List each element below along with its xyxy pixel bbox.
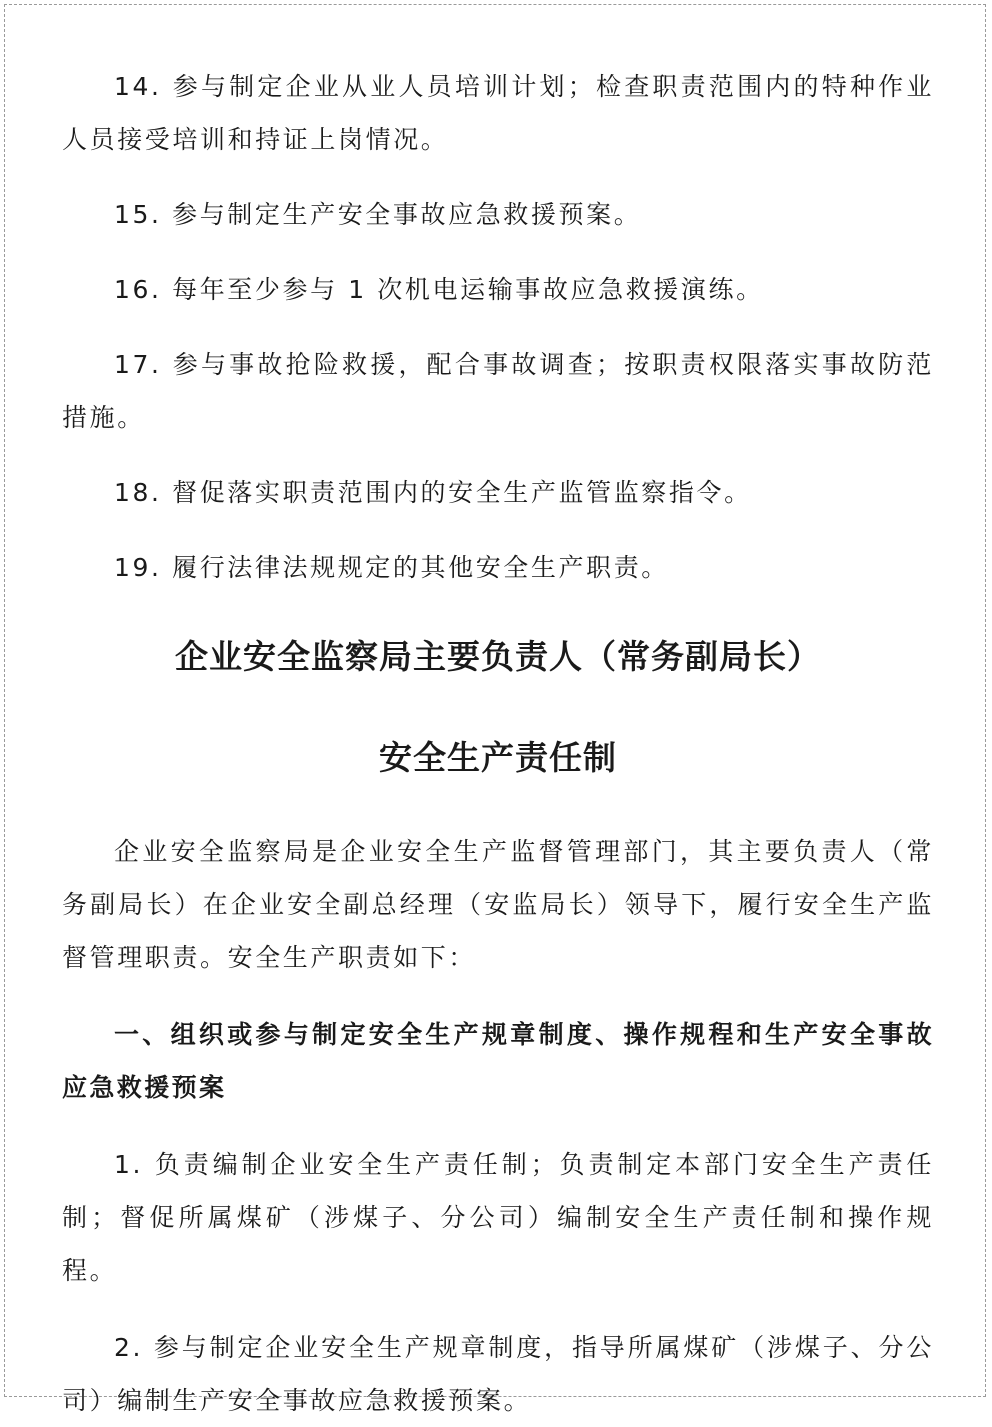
title-line-1: 企业安全监察局主要负责人（常务副局长）	[175, 637, 821, 676]
item-15: 15. 参与制定生产安全事故应急救援预案。	[114, 200, 642, 229]
item-19: 19. 履行法律法规规定的其他安全生产职责。	[114, 553, 669, 582]
intro-paragraph: 企业安全监察局是企业安全生产监督管理部门，其主要负责人（常务副局长）在企业安全副总经理（安监局长）领导下，履行安全生产监督管理职责。安全生产职责如下：	[62, 837, 934, 972]
document-body	[62, 60, 934, 1427]
item-17: 17. 参与事故抢险救援，配合事故调查；按职责权限落实事故防范措施。	[62, 350, 934, 432]
item-14: 14. 参与制定企业从业人员培训计划；检查职责范围内的特种作业人员接受培训和持证上岗情况。	[62, 72, 934, 154]
section-heading-1: 一、组织或参与制定安全生产规章制度、操作规程和生产安全事故应急救援预案	[62, 1020, 934, 1102]
section1-item-2: 2. 参与制定企业安全生产规章制度，指导所属煤矿（涉煤子、分公司）编制生产安全事故应急救援预案。	[62, 1333, 934, 1415]
section1-item-1: 1. 负责编制企业安全生产责任制；负责制定本部门安全生产责任制；督促所属煤矿（涉煤子、分公司）编制安全生产责任制和操作规程。	[62, 1150, 934, 1285]
title-line-2: 安全生产责任制	[379, 738, 617, 777]
item-18: 18. 督促落实职责范围内的安全生产监管监察指令。	[114, 478, 752, 507]
item-16: 16. 每年至少参与 1 次机电运输事故应急救援演练。	[114, 275, 764, 304]
